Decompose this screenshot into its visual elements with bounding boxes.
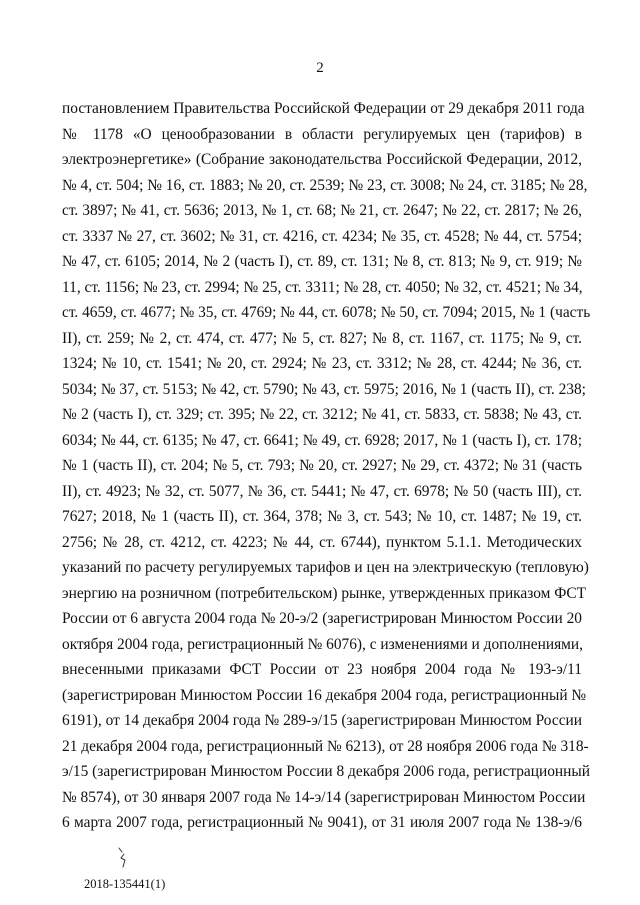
text-line: ст. 4659, ст. 4677; № 35, ст. 4769; № 44, ст. 6078; № 50, ст. 7094; 2015, № 1 (часть bbox=[62, 304, 591, 321]
text-line: октября 2004 года, регистрационный № 6076), с изменениями и дополнениями, bbox=[62, 635, 583, 653]
text-line: № 47, ст. 6105; 2014, № 2 (часть I), ст. 89, ст. 131; № 8, ст. 813; № 9, ст. 919; № bbox=[62, 253, 582, 270]
text-line: № 8574), от 30 января 2007 года № 14-э/14 (зарегистрирован Минюстом России bbox=[62, 788, 586, 806]
text-line: внесенными приказами ФСТ России от 23 ноября 2004 года № 193-э/11 bbox=[62, 661, 582, 678]
handwritten-mark-icon bbox=[116, 846, 130, 868]
text-line: ст. 3337 № 27, ст. 3602; № 31, ст. 4216, ст. 4234; № 35, ст. 4528; № 44, ст. 5754; bbox=[62, 227, 582, 245]
text-line: энергию на розничном (потребительском) рынке, утвержденных приказом ФСТ bbox=[62, 584, 587, 602]
text-line: постановлением Правительства Российской Федерации от 29 декабря 2011 года bbox=[62, 100, 585, 117]
text-line: (зарегистрирован Минюстом России 16 декабря 2004 года, регистрационный № bbox=[62, 686, 587, 704]
text-line: № 4, ст. 504; № 16, ст. 1883; № 20, ст. 2539; № 23, ст. 3008; № 24, ст. 3185; № 28, bbox=[62, 176, 588, 194]
text-line: II), ст. 4923; № 32, ст. 5077, № 36, ст. 5441; № 47, ст. 6978; № 50 (часть III), ст. bbox=[62, 482, 582, 500]
text-line: 2756; № 28, ст. 4212, ст. 4223; № 44, ст. 6744), пунктом 5.1.1. Методических bbox=[62, 533, 582, 551]
text-line: 7627; 2018, № 1 (часть II), ст. 364, 378; № 3, ст. 543; № 10, ст. 1487; № 19, ст. bbox=[62, 508, 582, 525]
text-line: № 1 (часть II), ст. 204; № 5, ст. 793; № 20, ст. 2927; № 29, ст. 4372; № 31 (часть bbox=[62, 457, 582, 474]
text-line: 6 марта 2007 года, регистрационный № 9041), от 31 июля 2007 года № 138-э/6 bbox=[62, 814, 582, 831]
text-line: электроэнергетике» (Собрание законодательства Российской Федерации, 2012, bbox=[62, 151, 582, 168]
page-number: 2 bbox=[316, 60, 324, 76]
text-line: 6034; № 44, ст. 6135; № 47, ст. 6641; № 49, ст. 6928; 2017, № 1 (часть I), ст. 178; bbox=[62, 431, 582, 449]
text-line: ст. 3897; № 41, ст. 5636; 2013, № 1, ст. 68; № 21, ст. 2647; № 22, ст. 2817; № 26, bbox=[62, 202, 582, 219]
text-line: 5034; № 37, ст. 5153; № 42, ст. 5790; № 43, ст. 5975; 2016, № 1 (часть II), ст. 238; bbox=[62, 380, 586, 398]
text-line: 21 декабря 2004 года, регистрационный № 6213), от 28 ноября 2006 года № 318- bbox=[62, 737, 589, 755]
document-id: 2018-135441(1) bbox=[84, 877, 166, 891]
text-line: России от 6 августа 2004 года № 20-э/2 (зарегистрирован Минюстом России 20 bbox=[62, 610, 582, 627]
text-line: указаний по расчету регулируемых тарифов и цен на электрическую (тепловую) bbox=[62, 559, 589, 576]
text-line: № 1178 «О ценообразовании в области регулируемых цен (тарифов) в bbox=[62, 125, 582, 143]
text-line: э/15 (зарегистрирован Минюстом России 8 декабря 2006 года, регистрационный bbox=[62, 763, 590, 780]
text-line: № 2 (часть I), ст. 329; ст. 395; № 22, ст. 3212; № 41, ст. 5833, ст. 5838; № 43, ст. bbox=[62, 406, 582, 423]
document-body bbox=[62, 96, 591, 836]
text-line: 6191), от 14 декабря 2004 года № 289-э/15 (зарегистрирован Минюстом России bbox=[62, 712, 582, 729]
text-line: 1324; № 10, ст. 1541; № 20, ст. 2924; № 23, ст. 3312; № 28, ст. 4244; № 36, ст. bbox=[62, 355, 582, 372]
text-line: II), ст. 259; № 2, ст. 474, ст. 477; № 5, ст. 827; № 8, ст. 1167, ст. 1175; № 9, ст. bbox=[62, 329, 582, 347]
text-line: 11, ст. 1156; № 23, ст. 2994; № 25, ст. 3311; № 28, ст. 4050; № 32, ст. 4521; № 34, bbox=[62, 278, 583, 296]
